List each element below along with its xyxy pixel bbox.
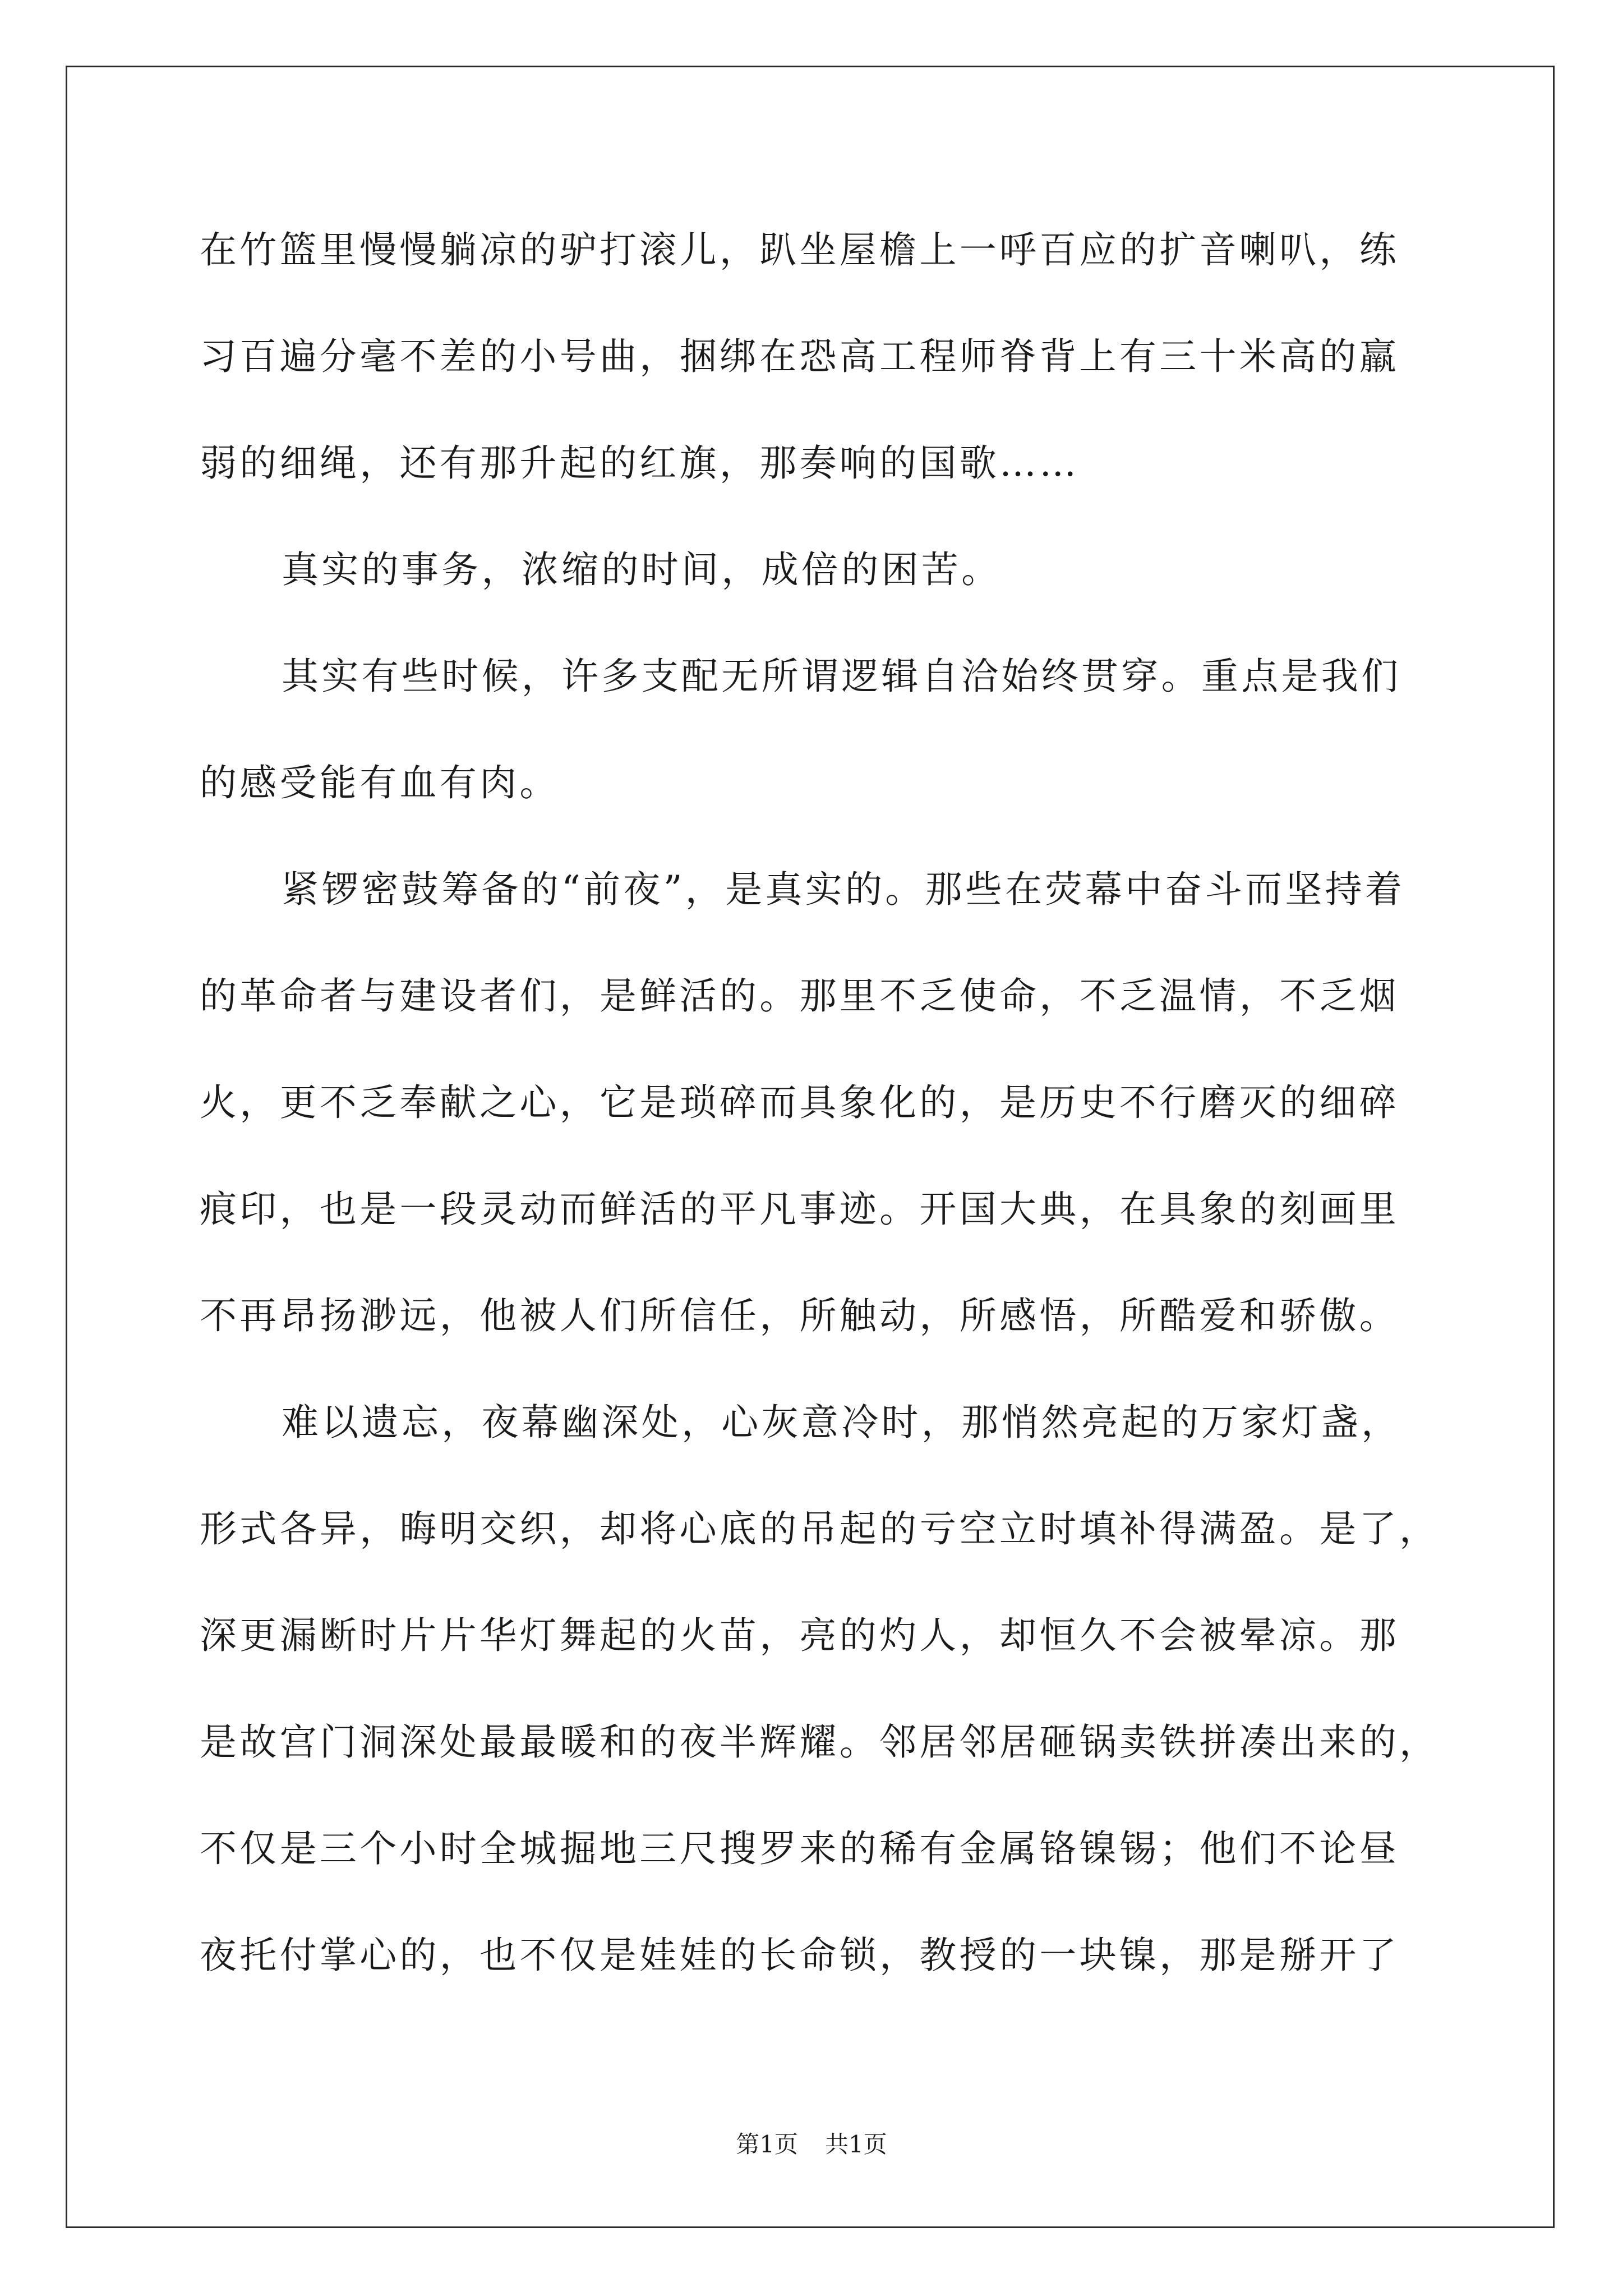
text-line: 是故宫门洞深处最最暖和的夜半辉耀。邻居邻居砸锅卖铁拼凑出来的， — [200, 1720, 1440, 1764]
text-line: 的革命者与建设者们，是鲜活的。那里不乏使命，不乏温情，不乏烟 — [200, 974, 1399, 1018]
text-line: 弱的细绳，还有那升起的红旗，那奏响的国歌…… — [200, 441, 1080, 485]
text-line: 其实有些时候，许多支配无所谓逻辑自洽始终贯穿。重点是我们 — [282, 655, 1401, 698]
text-line: 痕印，也是一段灵动而鲜活的平凡事迹。开国大典，在具象的刻画里 — [200, 1188, 1399, 1231]
text-line: 不再昂扬渺远，他被人们所信任，所触动，所感悟，所酷爱和骄傲。 — [200, 1294, 1399, 1337]
page-number-total: 共1页 — [825, 2131, 887, 2158]
page-footer — [0, 2128, 1623, 2161]
text-line: 真实的事务，浓缩的时间，成倍的困苦。 — [282, 548, 1002, 591]
text-line: 难以遗忘，夜幕幽深处，心灰意冷时，那悄然亮起的万家灯盏， — [282, 1401, 1401, 1444]
text-line: 火，更不乏奉献之心，它是琐碎而具象化的，是历史不行磨灭的细碎 — [200, 1081, 1399, 1124]
text-line: 不仅是三个小时全城掘地三尺搜罗来的稀有金属铬镍锡；他们不论昼 — [200, 1827, 1399, 1870]
text-line: 习百遍分毫不差的小号曲，捆绑在恐高工程师脊背上有三十米高的羸 — [200, 335, 1399, 378]
page-number-current: 第1页 — [736, 2131, 798, 2158]
text-line: 紧锣密鼓筹备的“前夜”，是真实的。那些在荧幕中奋斗而坚持着 — [282, 868, 1405, 911]
text-line: 的感受能有血有肉。 — [200, 761, 560, 804]
text-line: 深更漏断时片片华灯舞起的火苗，亮的灼人，却恒久不会被晕凉。那 — [200, 1614, 1399, 1657]
text-line: 在竹篮里慢慢躺凉的驴打滚儿，趴坐屋檐上一呼百应的扩音喇叭，练 — [200, 228, 1399, 272]
text-line: 夜托付掌心的，也不仅是娃娃的长命锁，教授的一块镍，那是掰开了 — [200, 1934, 1399, 1977]
text-line: 形式各异，晦明交织，却将心底的吊起的亏空立时填补得满盈。是了， — [200, 1507, 1440, 1550]
